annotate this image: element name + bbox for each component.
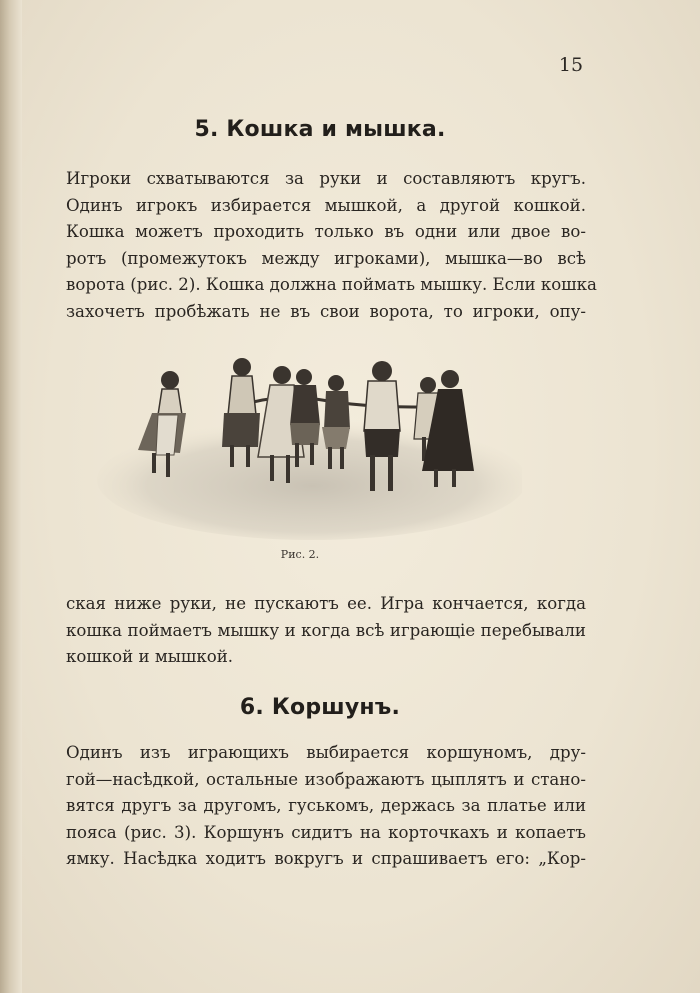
illustration-children-circle	[82, 345, 522, 545]
section-heading-cat-and-mouse: 5. Кошка и мышка.	[194, 117, 446, 142]
text-line: кошка поймаетъ мышку и когда всѣ играющіе перебывали	[66, 620, 586, 640]
paragraph-cat-and-mouse-continued	[66, 591, 586, 671]
paragraph-cat-and-mouse	[66, 166, 597, 325]
text-line: ротъ (промежутокъ между игроками), мышка—во всѣ	[66, 248, 586, 268]
text-line: гой—насѣдкой, остальные изображаютъ цыплятъ и стано-	[66, 769, 586, 789]
text-line: пояса (рис. 3). Коршунъ сидитъ на корточкахъ и копаетъ	[66, 822, 586, 842]
text-line: вятся другъ за другомъ, гуськомъ, держась за платье или	[66, 796, 586, 815]
text-line: Одинъ изъ играющихъ выбирается коршуномъ, дру-	[66, 743, 586, 762]
text-line: ворота (рис. 2). Кошка должна поймать мышку. Если кошка	[66, 275, 597, 294]
page-number: 15	[558, 54, 584, 76]
text-line: Кошка можетъ проходить только въ одни или двое во-	[66, 222, 586, 241]
text-line: Игроки схватываются за руки и составляютъ кругъ.	[66, 169, 586, 188]
figure-caption: Рис. 2.	[280, 548, 320, 561]
text-line: ямку. Насѣдка ходитъ вокругъ и спрашиваетъ его: „Кор-	[66, 849, 586, 868]
paragraph-kite	[66, 740, 586, 873]
page-gutter-shadow	[0, 0, 22, 993]
children-dancing-illustration	[82, 345, 522, 545]
section-heading-kite: 6. Коршунъ.	[239, 695, 401, 720]
text-line: захочетъ пробѣжать не въ свои ворота, то игроки, опу-	[66, 301, 586, 321]
text-line: Одинъ игрокъ избирается мышкой, а другой кошкой.	[66, 195, 586, 215]
text-line: ская ниже руки, не пускаютъ ее. Игра кончается, когда	[66, 594, 586, 613]
text-line: кошкой и мышкой.	[66, 647, 234, 666]
